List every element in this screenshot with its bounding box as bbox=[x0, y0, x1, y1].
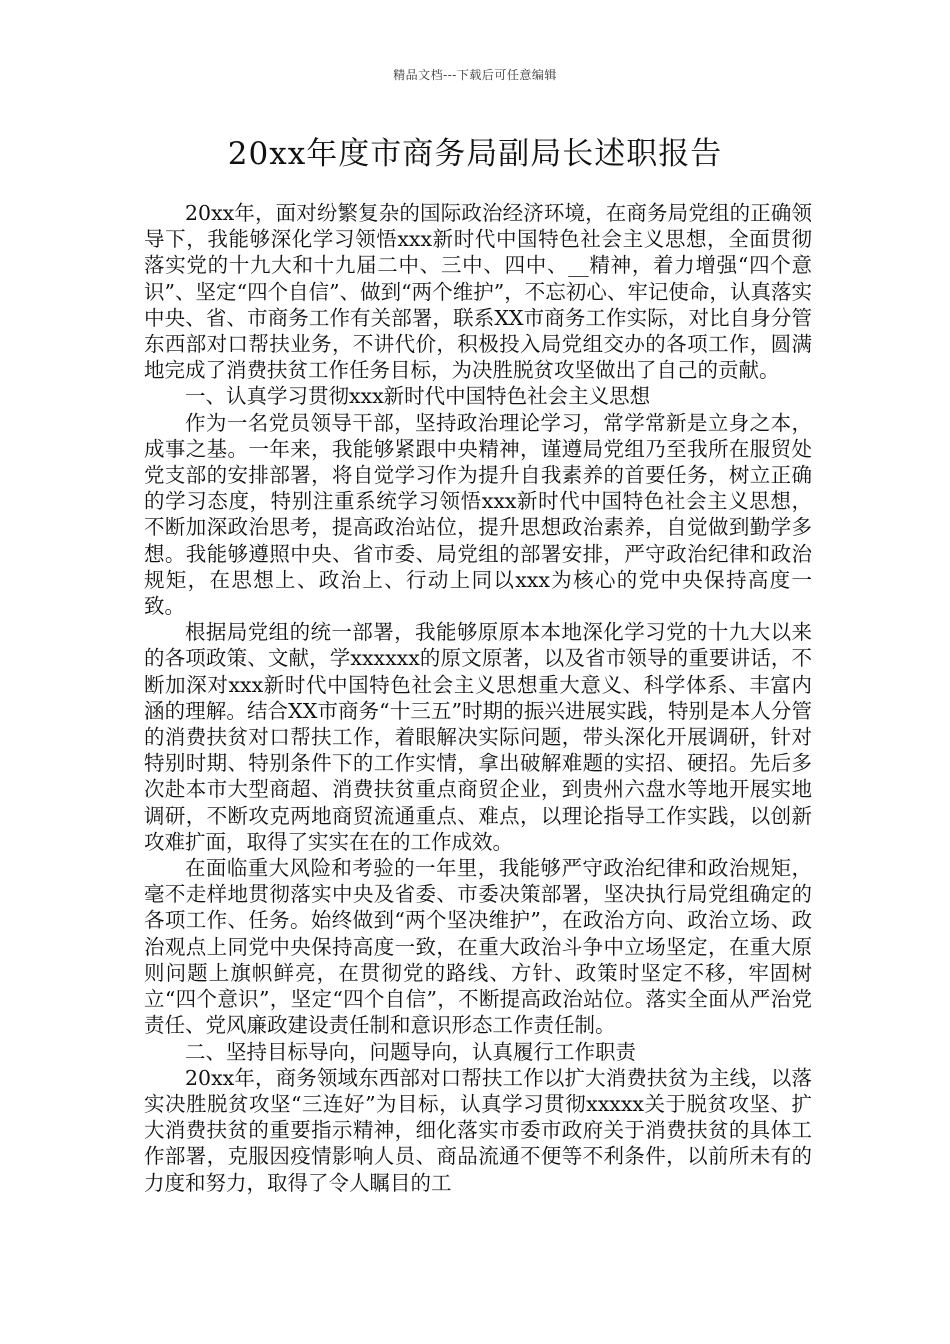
paragraph-intro: 20xx年，面对纷繁复杂的国际政治经济环境，在商务局党组的正确领导下，我能够深化学习领悟xxx新时代中国特色社会主义思想，全面贯彻落实党的十九大和十九届二中、三中、四中、__精神，着力增强“四个意识”、坚定“四个自信”、做到“两个维护”，不忘初心、牢记使命，认真落实中央、省、市商务工作有关部署，联系XX市商务工作实际，对比自身分管东西部对口帮扶业务，不讲代价，积极投入局党组交办的各项工作，圆满地完成了消费扶贫工作任务目标，为决胜脱贫攻坚做出了自己的贡献。 bbox=[144, 201, 812, 383]
page-header: 精品文档---下载后可任意编辑 bbox=[393, 68, 557, 82]
document-title: 20xx年度市商务局副局长述职报告 bbox=[227, 136, 723, 172]
paragraph-study: 作为一名党员领导干部，坚持政治理论学习，常学常新是立身之本，成事之基。一年来，我能够紧跟中央精神，谨遵局党组乃至我所在服贸处党支部的安排部署，将自觉学习作为提升自我素养的首要任务，树立正确的学习态度，特别注重系统学习领悟xxx新时代中国特色社会主义思想，不断加深政治思考，提高政治站位，提升思想政治素养，自觉做到勤学多想。我能够遵照中央、省市委、局党组的部署安排，严守政治纪律和政治规矩，在思想上、政治上、行动上同以xxx为核心的党中央保持高度一致。 bbox=[144, 410, 812, 619]
section-heading-2: 二、坚持目标导向，问题导向，认真履行工作职责 bbox=[185, 1039, 636, 1064]
section-heading-1: 一、认真学习贯彻xxx新时代中国特色社会主义思想 bbox=[185, 384, 651, 409]
paragraph-deployment: 根据局党组的统一部署，我能够原原本本地深化学习党的十九大以来的各项政策、文献，学xxxxxx的原文原著，以及省市领导的重要讲话，不断加深对xxx新时代中国特色社会主义思想重大意义、科学体系、丰富内涵的理解。结合XX市商务“十三五”时期的振兴进展实践，特别是本人分管的消费扶贫对口帮扶工作，着眼解决实际问题，带头深化开展调研，针对特别时期、特别条件下的工作实情，拿出破解难题的实招、硬招。先后多次赴本市大型商超、消费扶贫重点商贸企业，到贵州六盘水等地开展实地调研，不断攻克两地商贸流通重点、难点，以理论指导工作实践，以创新攻难扩面，取得了实实在在的工作成效。 bbox=[144, 620, 812, 854]
paragraph-poverty-alleviation: 20xx年，商务领域东西部对口帮扶工作以扩大消费扶贫为主线，以落实决胜脱贫攻坚“三连好”为目标，认真学习贯彻xxxxx关于脱贫攻坚、扩大消费扶贫的重要指示精神，细化落实市委市政府关于消费扶贫的具体工作部署，克服因疫情影响人员、商品流通不便等不利条件，以前所未有的力度和努力，取得了令人瞩目的工 bbox=[144, 1065, 812, 1195]
paragraph-discipline: 在面临重大风险和考验的一年里，我能够严守政治纪律和政治规矩，毫不走样地贯彻落实中央及省委、市委决策部署，坚决执行局党组确定的各项工作、任务。始终做到“两个坚决维护”，在政治方向、政治立场、政治观点上同党中央保持高度一致，在重大政治斗争中立场坚定，在重大原则问题上旗帜鲜亮，在贯彻党的路线、方针、政策时坚定不移，牢固树立“四个意识”，坚定“四个自信”，不断提高政治站位。落实全面从严治党责任、党风廉政建设责任制和意识形态工作责任制。 bbox=[144, 856, 812, 1038]
document-body bbox=[144, 200, 812, 1196]
